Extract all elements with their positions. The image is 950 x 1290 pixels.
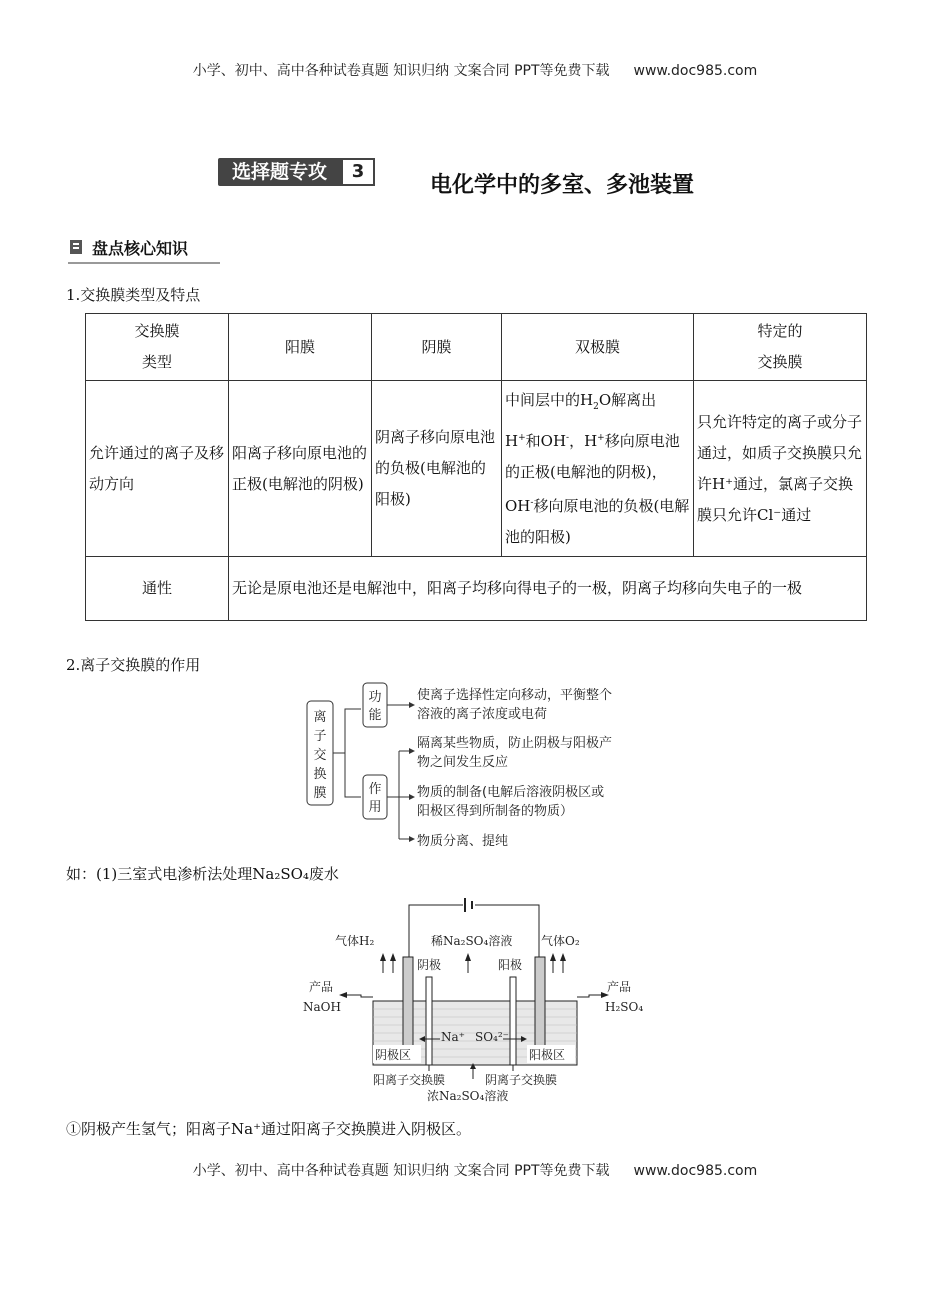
na-ion: Na⁺ xyxy=(441,1030,465,1044)
root-char: 换 xyxy=(313,767,327,782)
root-char: 子 xyxy=(313,729,327,744)
table-cell: 通性 xyxy=(86,557,229,621)
func-desc-1: 使离子选择性定向移动，平衡整个 xyxy=(417,688,613,703)
naoh-label: NaOH xyxy=(303,1000,341,1014)
table-header-cell: 特定的 交换膜 xyxy=(694,314,867,381)
root-char: 交 xyxy=(313,748,327,763)
heading-membrane-function: 2.离子交换膜的作用 xyxy=(66,656,201,674)
table-header-cell: 阴膜 xyxy=(372,314,502,381)
header-url[interactable]: www.doc985.com xyxy=(633,63,758,79)
cation-membrane: 阳离子交换膜 xyxy=(373,1073,446,1087)
table-header-cell: 交换膜 类型 xyxy=(86,314,229,381)
gas-o2: 气体O₂ xyxy=(541,934,580,948)
anode-label: 阳极 xyxy=(498,958,523,972)
page-header xyxy=(0,60,950,80)
use3: 物质分离、提纯 xyxy=(417,834,509,849)
func-desc-2: 溶液的离子浓度或电荷 xyxy=(417,707,548,722)
footer-url[interactable]: www.doc985.com xyxy=(633,1163,758,1179)
gas-h2: 气体H₂ xyxy=(335,934,375,948)
table-header-cell: 阳膜 xyxy=(229,314,372,381)
heading-membrane-types: 1.交换膜类型及特点 xyxy=(66,286,201,304)
membrane-table xyxy=(85,313,867,621)
section-title: 盘点核心知识 xyxy=(92,239,189,258)
product-right: 产品 xyxy=(607,980,632,994)
topic-badge xyxy=(218,158,375,186)
table-cell: 阴离子移向原电池的负极(电解池的阳极) xyxy=(372,381,502,557)
func-char: 功 xyxy=(368,690,382,705)
table-header-cell: 双极膜 xyxy=(502,314,694,381)
header-text: 小学、初中、高中各种试卷真题 知识归纳 文案合同 PPT等免费下载 xyxy=(192,63,610,79)
badge-label: 选择题专攻 xyxy=(218,158,341,186)
membrane-function-diagram xyxy=(305,677,650,857)
anion-membrane: 阴离子交换膜 xyxy=(485,1073,558,1087)
cathode-zone: 阴极区 xyxy=(375,1048,412,1062)
anode-zone: 阳极区 xyxy=(529,1048,566,1062)
table-row xyxy=(86,381,867,557)
use2-a: 物质的制备(电解后溶液阴极区或 xyxy=(417,785,605,800)
table-cell: 中间层中的$H_2O$解离出H+和OH-，H+移向原电池的正极(电解池的阴极)，OH-移向原电池的负极(电解池的阳极) xyxy=(502,381,694,557)
root-char: 膜 xyxy=(313,786,327,801)
root-char: 离 xyxy=(313,710,327,725)
page-footer xyxy=(0,1160,950,1180)
cathode-label: 阴极 xyxy=(417,958,442,972)
so4-ion: SO₄²⁻ xyxy=(475,1030,510,1044)
table-cell: 阳离子移向原电池的正极(电解池的阴极) xyxy=(229,381,372,557)
conc-solution: 浓Na₂SO₄溶液 xyxy=(427,1089,509,1103)
use1-b: 物之间发生反应 xyxy=(417,755,509,770)
dilute-solution: 稀Na₂SO₄溶液 xyxy=(431,934,513,948)
section-header xyxy=(68,236,220,264)
h2so4-label: H₂SO₄ xyxy=(605,1000,644,1014)
use2-b: 阳极区得到所制备的物质） xyxy=(417,804,574,819)
use-char: 用 xyxy=(368,800,382,815)
table-cell: 无论是原电池还是电解池中，阳离子均移向得电子的一极，阴离子均移向失电子的一极 xyxy=(229,557,867,621)
table-row xyxy=(86,314,867,381)
footer-text: 小学、初中、高中各种试卷真题 知识归纳 文案合同 PPT等免费下载 xyxy=(192,1163,610,1179)
table-cell: 只允许特定的离子或分子通过，如质子交换膜只允许H⁺通过，氯离子交换膜只允许Cl⁻通过 xyxy=(694,381,867,557)
func-char: 能 xyxy=(368,708,382,723)
table-cell: 允许通过的离子及移动方向 xyxy=(86,381,229,557)
example-text: 如：(1)三室式电渗析法处理Na₂SO₄废水 xyxy=(66,865,339,883)
note-text: ①阴极产生氢气；阳离子Na⁺通过阳离子交换膜进入阴极区。 xyxy=(66,1120,471,1138)
page-title: 电化学中的多室、多池装置 xyxy=(430,173,695,198)
product-left: 产品 xyxy=(309,980,334,994)
badge-number: 3 xyxy=(341,158,375,186)
electrodialysis-diagram xyxy=(295,893,655,1108)
table-row xyxy=(86,557,867,621)
use-char: 作 xyxy=(368,782,382,797)
use1-a: 隔离某些物质，防止阴极与阳极产 xyxy=(417,736,613,751)
document-icon xyxy=(70,240,82,254)
